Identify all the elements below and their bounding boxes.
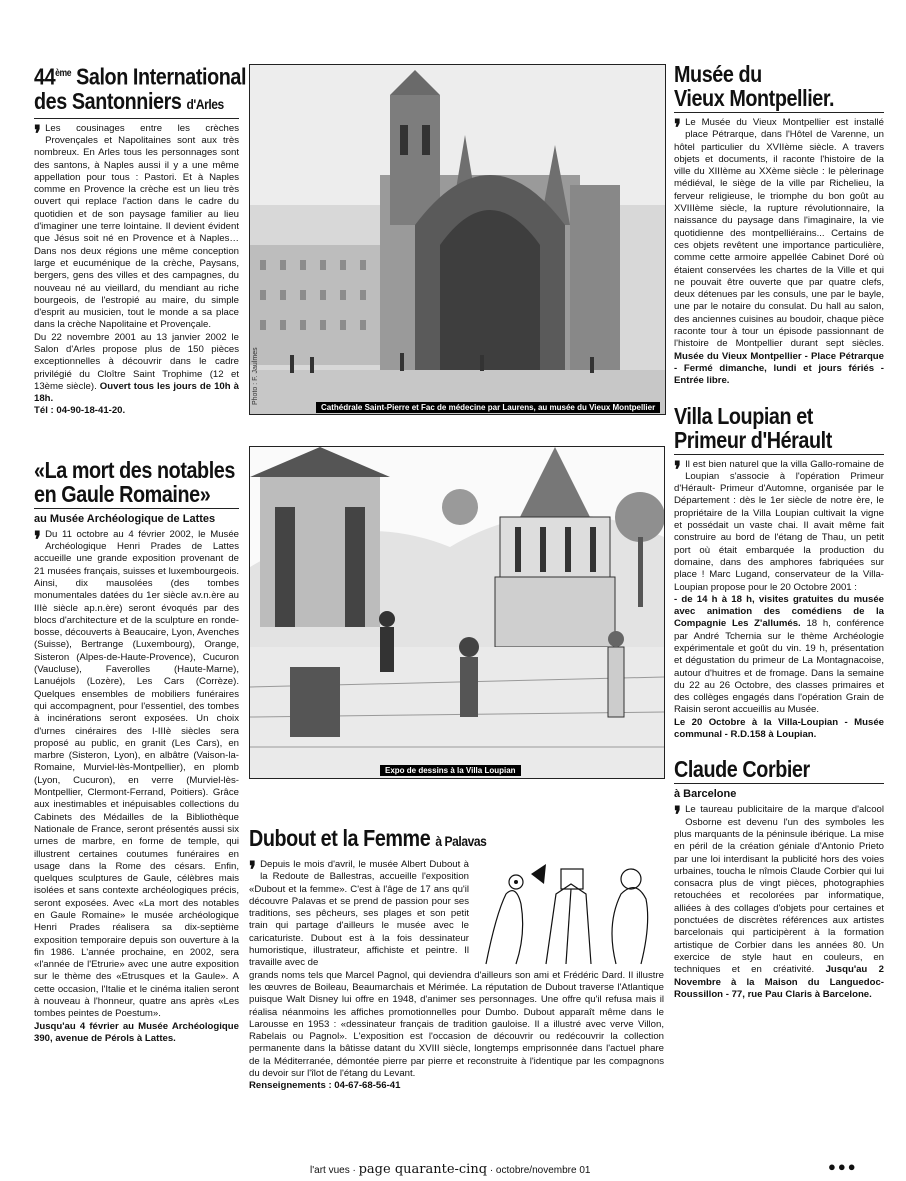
cathedral-illustration [250,65,665,414]
right-column [674,62,884,1001]
salon-article [34,62,247,418]
musee-article [674,62,884,388]
dubout-title: Dubout et la Femme à Palavas [249,825,487,851]
salon-title: 44ème Salon International [34,63,247,90]
roman-scene-illustration [250,447,664,778]
corbier-title: Claude Corbier [674,756,810,783]
page-footer [0,1162,906,1178]
dubout-cartoon-sketch [476,854,666,966]
corbier-body: ❜ Le taureau publicitaire de la marque d'alcool Osborne est devenu l'un des symboles les plus marquants de la péninsule ibérique. La mise en péril de la création géniale d'Antonio Prieto par une loi interdisant la publicité hors des voies urbaines, toucha le nîmois Claude Corbier qui lui consacra plus de vingt pièces, photographies retouchées et recolorées par informatique, alliées à des collages d'objets pour certaines et ponctuées de discrètes références aux artistes barcelonais qui participèrent à la formation artistique de Corbier dans les années 80. Un exercice de style haut en couleurs, en techniques et en créativité. Jusqu'au 2 Novembre à la Maison du Languedoc-Roussillon - 77, rue Pau Claris à Barcelone. [674,802,884,1000]
photo-credit: Photo : F. Jaulmes [252,347,259,405]
quote-mark-icon: ❜ [34,526,42,553]
dubout-body: ❜ Depuis le mois d'avril, le musée Albert Dubout à la Redoute de Ballestras, accueille l'exposition «Dubout et la femme». C'est à l'âge de 17 ans qu'il découvre Palavas et se prend de passion pour ses traditions, ses pêcheurs, ses plages et son petit train qui partage d'ailleurs le musée avec le caricaturiste. Dubout est à la fois dessinateur humoristique, illustrateur, affichiste et peintre. Il travaille avec de [249,857,469,969]
villa-article [674,404,884,742]
salon-body: ❜ Les cousinages entre les crèches Provençales et Napolitaines sont aux très nombreux. En Arles tous les personnages sont des santons, à Naples aussi il y a une même appellation pour tous : Pastori. Et à Naples comme en Provence la crèche est un lieu très ouvert qui replace l'action dans le cadre du quotidien et de son paysage familier au lieu d'imaginer une terre lointaine. Il devient évident que Jésus soit né en Provence et à Naples… Dans nos deux régions une même conception large et eucuménique de la crèche, Paysans, bergers, gens des villes et des campagnes, du nouveau né au vieillard, du mendiant au riche bourgeois, de l'estropié au maire, du simple d'esprit au musicien, tout le monde a sa place dans la crèche Napolitaine et Provençale. Du 22 novembre 2001 au 13 janvier 2002 le Salon d'Arles propose plus de 150 pièces exceptionnelles à découvrir dans le cadre privilégié du Cloître Saint Trophime (12 et 13ème siècle). Ouvert tous les jours de 10h à 18h. Tél : 04-90-18-41-20. [34,120,239,417]
villa-body: ❜ Il est bien naturel que la villa Gallo-romaine de Loupian s'associe à l'opération Primeur d'Hérault- Primeur d'Automne, organisée par le Département : dès le 1er siècle de notre ère, le propriétaire de la Villa Loupian cultivait la vigne et possédait un vaste chai. Il avait même fait construire au bord de l'étang de Thau, un petit port où était embarquée la production du domaine, dans des amphores fabriquées sur place ! Marc Lugand, conservateur de la Villa-Loupian propose pour le 20 Octobre 2001 : - de 14 h à 18 h, visites gratuites du musée avec animation des comédiens de la Compagnie Les Z'allumés. 18 h, conférence par André Tchernia sur le thème Archéologie expérimentale et goût du vin. 19 h, présentation et dégustation du primeur de La Montagnacoise, autour d'huitres et de fromage. Dans la semaine du 22 au 26 Octobre, des classes primaires et des collèges engagés dans l'opération Grain de Raisin seront accueillis au Musée. Le 20 Octobre à la Villa-Loupian - Musée communal - R.D.158 à Loupian. [674,456,884,741]
corbier-article [674,757,884,1001]
notables-subhead: au Musée Archéologique de Lattes [34,512,216,525]
quote-mark-icon: ❜ [249,857,257,883]
salon-title-line2: des Santonniers d'Arles [34,87,224,114]
villa-loupian-drawing [249,446,665,779]
villa-title-line2: Primeur d'Hérault [674,426,832,453]
divider [674,783,884,784]
divider [34,118,239,119]
quote-mark-icon: ❜ [674,115,682,141]
folio: l'art vues · page quarante-cinq · octobre/novembre 01 [310,1162,591,1177]
quote-mark-icon: ❜ [34,120,42,147]
notables-body: ❜ Du 11 octobre au 4 février 2002, le Musée Archéologique Henri Prades de Lattes accueille une grande exposition provenant de 21 musées français, suisses et luxembourgeois. Ainsi, dix mausolées (des tombes monumentales datées du 1er siècle av.n.ère au IIIè siècle ap.n.ère) seront évoqués par des blocs d'architecture et de la sculpture en ronde-bosse, découverts à Beaucaire, Lyon, Avenches (Suisse), Bertrange (Luxembourg), Orange, Sisteron (Alpes-de-Haute-Provence), Cucuron (Vaucluse), Faverolles (Haute-Marne), Lanuéjols (Lozère), Les Cars (Corrèze). Quelques ensembles de mobiliers funéraires qui accompagnent, pour l'essentiel, des tombes à incinérations seront exposées. Un choix d'urnes cinéraires des I-IIIè siècles sera proposé au public, en granit (Les Cars), en marbre (Sisteron, Lyon), en albâtre (Vaison-la-Romaine, Murviel-lès-Montpellier), en plomb (Lyon, Cucuron), en verre (Murviel-lès-Montpellier, Clermont-Ferrand, Poitiers). Grâce aux inestimables et inépuisables collections du Cabinets des Médailles de la Bibliothèque Nationale de France, seront présentés aussi six urnes de marbre, en forme de temple, qui illustrent certaines coutumes funéraires en usage dans la Rome des césars. Enfin, quelques sculptures de Gaule, célèbres mais isolées et sans contexte archéologiques précis, seront exposées. Avec «La mort des notables en Gaule Romaine» le musée archéologique Henri Prades réalisera sa dix-septième exposition temporaire depuis son ouverture à la fin 1986. L'année prochaine, en 2002, sera «l'année de l'Etrurie» avec une autre exposition sur le thème des «Etrusques et la Gaule». A cette occasion, l'Italie et le cinéma italien seront à nouveau à l'honneur, quatre ans après «Les tombes peintes de Poestum». Jusqu'au 4 février au Musée Archéologique 390, avenue de Pérols à Lattes. [34,526,239,1044]
musee-body: ❜ Le Musée du Vieux Montpellier est installé place Pétrarque, dans l'Hôtel de Varenne, un hôtel particulier du XVIIème siècle. A travers objets et documents, il raconte l'histoire de la ville du XIIIème au XXème siècle : le pèlerinage médiéval, le siège de la ville par Richelieu, la ferveur religieuse, le triomphe du bon goût au XVIIIème siècle, la rupture révolutionnaire, la naissance du paysage dans l'imaginaire, la vie quotidienne des montpelliérains... Certains de ces objets revêtent une importance particulière, comme cette armoire appellée Cabinet Doré où étaient conservées les chartes de la Ville et qui ne pouvait être ouverte que par quatre clefs, deux détenues par les consuls, une par le bayle, une par le notaire du consulat. Du hall au salon, des anciennes cuisines au boudoir, chaque pièce raconte tour à tour un épisode passionnant de l'histoire de Montpellier durant sept siècles. Musée du Vieux Montpellier - Place Pétrarque - Fermé dimanche, lundi et jours fériés - Entrée libre. [674,115,884,387]
cathedral-caption: Cathédrale Saint-Pierre et Fac de médecine par Laurens, au musée du Vieux Montpellier [316,402,660,413]
divider [674,454,884,455]
quote-mark-icon: ❜ [674,802,682,829]
villa-title: Villa Loupian et [674,402,813,429]
notables-title-line2: en Gaule Romaine» [34,480,211,507]
quote-mark-icon: ❜ [674,456,682,483]
dubout-contact: Renseignements : 04-67-68-56-41 [249,1080,401,1092]
musee-title-line2: Vieux Montpellier. [674,85,835,111]
divider [34,508,239,509]
left-column [34,62,247,1045]
villa-caption: Expo de dessins à la Villa Loupian [380,765,521,776]
musee-title: Musée du [674,61,762,87]
notables-article [34,458,239,1045]
divider [674,112,884,113]
notables-title: «La mort des notables [34,456,235,483]
corbier-subhead: à Barcelone [674,788,737,801]
dubout-body-wide: grands noms tels que Marcel Pagnol, qui deviendra d'ailleurs son ami et Frédéric Dard. Il illustre les œuvres de Boileau, Beaumarchais et Mérimée. La réputation de Dubout traverse l'Atlantique puisque Walt Disney lui offre en 1948, d'animer ses personnages. Une offre qu'il refusa mais il réalisa néanmoins les affiches promotionnelles pour Dumbo. Dubout apparaît même dans le Larousse en 1953 : «dessinateur français de tradition gauloise. Il a illustré avec verve Villon, Rabelais ou Pagnol». L'exposition est l'occasion de découvrir ou redécouvrir la collection permanente dans la bâtisse datant du XVIII siècle, longtemps emprisonnée dans l'actuel phare de la Méditerranée, démontée pierre par pierre et reconstruite à l'identique par les compagnons du devoir sur l'îlot de l'étang du Levant. [249,969,664,1080]
cathedral-engraving [249,64,666,415]
page-dots-icon: ●●● [828,1159,858,1174]
